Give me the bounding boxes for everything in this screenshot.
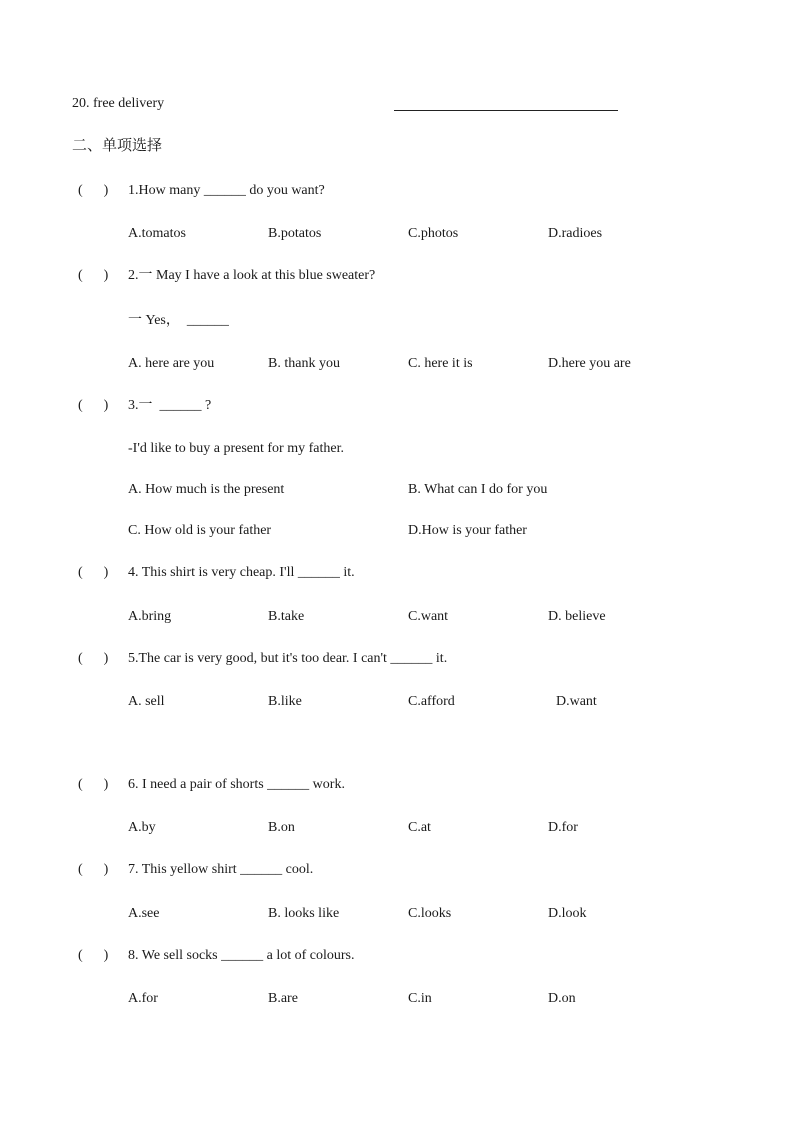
q5-option-a: A. sell xyxy=(128,694,165,709)
item-20-label: 20. free delivery xyxy=(72,96,165,111)
q3-option-b: B. What can I do for you xyxy=(408,482,548,497)
q3-option-c: C. How old is your father xyxy=(128,523,272,538)
item-20-answer-line[interactable] xyxy=(394,110,618,111)
answer-bracket-q1[interactable]: ( ) xyxy=(78,183,109,198)
question-4-stem: 4. This shirt is very cheap. I'll ______ it. xyxy=(128,565,355,580)
q5-option-c: C.afford xyxy=(408,694,455,709)
answer-bracket-q8[interactable]: ( ) xyxy=(78,948,109,963)
q2-option-d: D.here you are xyxy=(548,356,631,371)
q3-option-d: D.How is your father xyxy=(408,523,527,538)
section-title: 二、单项选择 xyxy=(72,136,163,154)
answer-bracket-q7[interactable]: ( ) xyxy=(78,862,109,877)
answer-bracket-q3[interactable]: ( ) xyxy=(78,398,109,413)
q6-option-c: C.at xyxy=(408,820,431,835)
q8-option-d: D.on xyxy=(548,991,576,1006)
answer-bracket-q4[interactable]: ( ) xyxy=(78,565,109,580)
q4-option-c: C.want xyxy=(408,609,449,624)
q4-option-a: A.bring xyxy=(128,609,172,624)
q1-option-b: B.potatos xyxy=(268,226,322,241)
q5-option-d: D.want xyxy=(556,694,597,709)
q8-option-c: C.in xyxy=(408,991,432,1006)
question-3-reply: -I'd like to buy a present for my father. xyxy=(128,441,344,456)
answer-bracket-q2[interactable]: ( ) xyxy=(78,268,109,283)
q7-option-d: D.look xyxy=(548,906,587,921)
q4-option-b: B.take xyxy=(268,609,305,624)
question-7-stem: 7. This yellow shirt ______ cool. xyxy=(128,862,314,877)
q7-option-a: A.see xyxy=(128,906,160,921)
q7-option-c: C.looks xyxy=(408,906,452,921)
question-6-stem: 6. I need a pair of shorts ______ work. xyxy=(128,777,345,792)
q7-option-b: B. looks like xyxy=(268,906,340,921)
q6-option-d: D.for xyxy=(548,820,578,835)
q3-option-a: A. How much is the present xyxy=(128,482,285,497)
q2-option-b: B. thank you xyxy=(268,356,340,371)
q2-option-c: C. here it is xyxy=(408,356,473,371)
q5-option-b: B.like xyxy=(268,694,302,709)
q6-option-b: B.on xyxy=(268,820,295,835)
question-2-reply: 一 Yes， ______ xyxy=(128,313,229,328)
answer-bracket-q5[interactable]: ( ) xyxy=(78,651,109,666)
question-8-stem: 8. We sell socks ______ a lot of colours. xyxy=(128,948,355,963)
question-1-stem: 1.How many ______ do you want? xyxy=(128,183,325,198)
q8-option-a: A.for xyxy=(128,991,158,1006)
q4-option-d: D. believe xyxy=(548,609,606,624)
q8-option-b: B.are xyxy=(268,991,298,1006)
answer-bracket-q6[interactable]: ( ) xyxy=(78,777,109,792)
q6-option-a: A.by xyxy=(128,820,156,835)
question-2-stem: 2.一 May I have a look at this blue sweater? xyxy=(128,268,376,283)
q1-option-d: D.radioes xyxy=(548,226,603,241)
q2-option-a: A. here are you xyxy=(128,356,215,371)
q1-option-a: A.tomatos xyxy=(128,226,186,241)
question-3-stem: 3.一 ______ ? xyxy=(128,398,212,413)
q1-option-c: C.photos xyxy=(408,226,459,241)
question-5-stem: 5.The car is very good, but it's too dear. I can't ______ it. xyxy=(128,651,448,666)
